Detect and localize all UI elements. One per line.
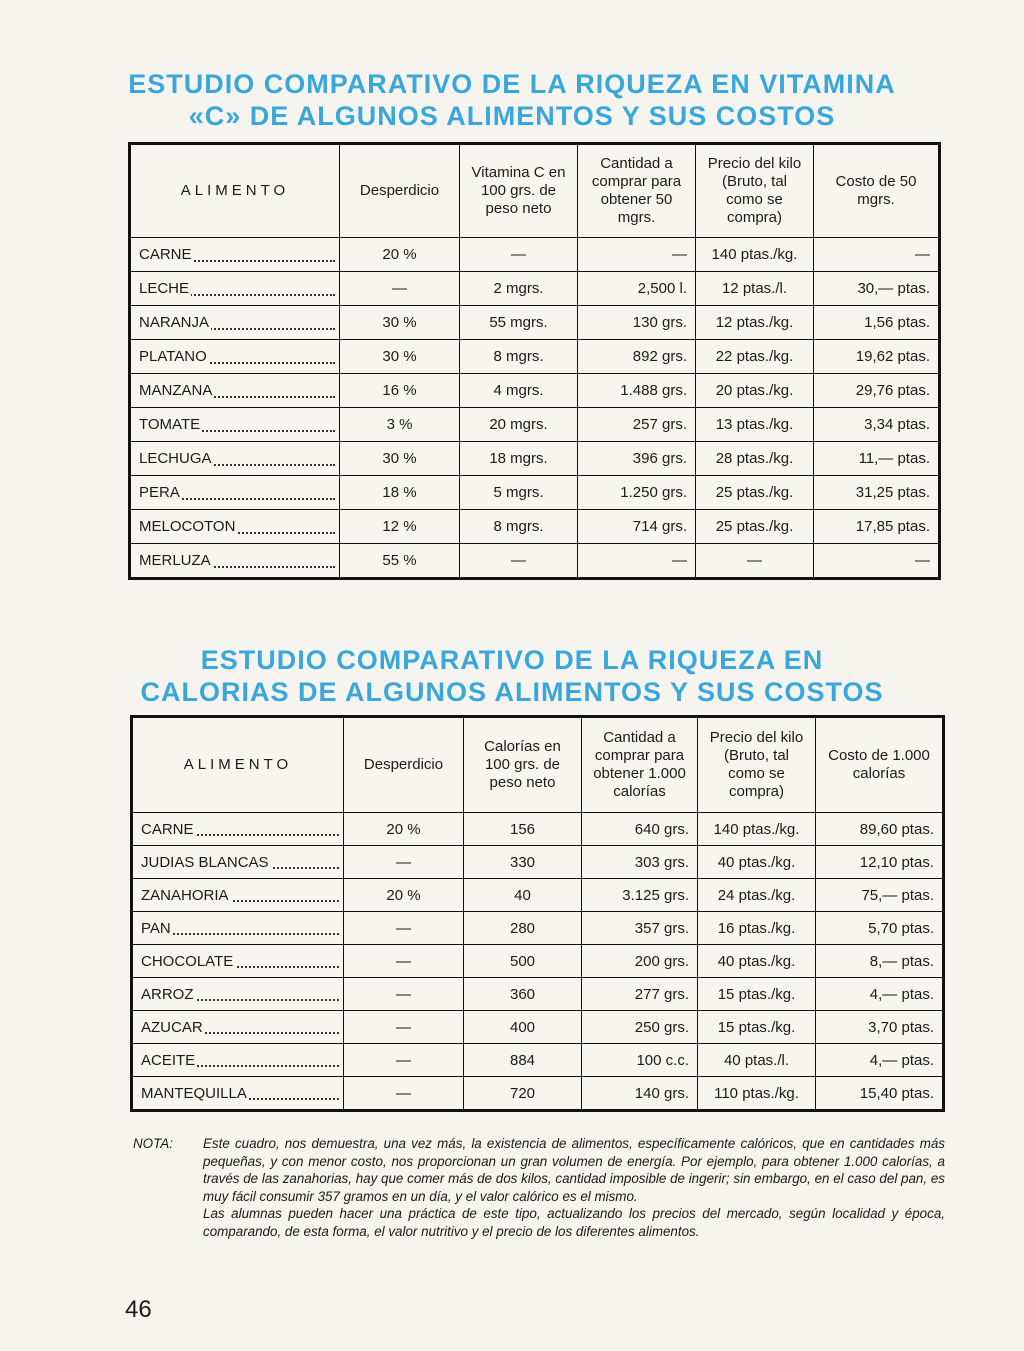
data-cell: 12 ptas./l. [696, 272, 814, 306]
food-name-cell [130, 408, 340, 442]
data-cell: 25 ptas./kg. [696, 510, 814, 544]
calories-table [130, 715, 945, 1112]
food-name: ARROZ [141, 985, 194, 1003]
food-name: MANZANA [139, 382, 213, 399]
data-cell: 1.488 grs. [578, 374, 696, 408]
note-paragraph-1: Este cuadro, nos demuestra, una vez más, la existencia de alimentos, específicamente calóricos, que en cantidades más pequeñas, y con menor costo, nos proporcionan un gran volumen de energía. Por ejemplo, para obtener 1.000 calorías, a través de las zanahorias, hay que comer más de dos kilos, cantidad imposible de ingerir; sin embargo, en el caso del pan, es muy fácil consumir 357 gramos en un día, y el valor calórico es el mismo. [203, 1136, 945, 1204]
data-cell: 40 ptas./l. [698, 1044, 816, 1077]
food-name: CARNE [139, 246, 192, 263]
data-cell: 714 grs. [578, 510, 696, 544]
table-row [130, 442, 940, 476]
food-name: ZANAHORIA [141, 886, 229, 904]
data-cell: 1,56 ptas. [814, 306, 940, 340]
data-cell: 140 ptas./kg. [698, 813, 816, 846]
table-row [132, 912, 944, 945]
data-cell: 884 [464, 1044, 582, 1077]
data-cell: 30 % [340, 442, 460, 476]
data-cell: 3.125 grs. [582, 879, 698, 912]
data-cell: 396 grs. [578, 442, 696, 476]
data-cell: — [344, 978, 464, 1011]
food-name-cell [132, 978, 344, 1011]
data-cell: 15,40 ptas. [816, 1077, 944, 1111]
table-row [130, 238, 940, 272]
data-cell: 29,76 ptas. [814, 374, 940, 408]
data-cell: — [696, 544, 814, 579]
food-name-cell [130, 442, 340, 476]
data-cell: 130 grs. [578, 306, 696, 340]
data-cell: 20 % [344, 813, 464, 846]
data-cell: 3,70 ptas. [816, 1011, 944, 1044]
data-cell: 20 % [340, 238, 460, 272]
calories-title-line2: CALORIAS DE ALGUNOS ALIMENTOS Y SUS COSTOS [140, 677, 884, 707]
data-cell: 892 grs. [578, 340, 696, 374]
data-cell: 19,62 ptas. [814, 340, 940, 374]
data-cell: 30 % [340, 340, 460, 374]
data-cell: 25 ptas./kg. [696, 476, 814, 510]
data-cell: 31,25 ptas. [814, 476, 940, 510]
data-cell: 2 mgrs. [460, 272, 578, 306]
food-name: CHOCOLATE [141, 952, 234, 970]
data-cell: — [814, 238, 940, 272]
data-cell: 357 grs. [582, 912, 698, 945]
data-cell: 40 ptas./kg. [698, 945, 816, 978]
food-name: MELOCOTON [139, 518, 236, 535]
vitamin-c-title [0, 68, 1024, 132]
data-cell: — [344, 1044, 464, 1077]
food-name: ACEITE [141, 1051, 196, 1069]
data-cell: 16 % [340, 374, 460, 408]
data-cell: 277 grs. [582, 978, 698, 1011]
data-cell: — [344, 1011, 464, 1044]
table-row [132, 813, 944, 846]
food-name-cell [130, 374, 340, 408]
data-cell: 140 ptas./kg. [696, 238, 814, 272]
data-cell: 15 ptas./kg. [698, 978, 816, 1011]
data-cell: 400 [464, 1011, 582, 1044]
column-header: Precio del kilo (Bruto, tal como se compra) [698, 717, 816, 813]
data-cell: — [578, 544, 696, 579]
food-name: PERA [139, 484, 180, 501]
food-name: MANTEQUILLA [141, 1084, 247, 1102]
table-row [132, 879, 944, 912]
food-name-cell [132, 879, 344, 912]
food-name: JUDIAS BLANCAS [141, 853, 269, 871]
column-header: Desperdicio [340, 144, 460, 238]
table-row [132, 1011, 944, 1044]
note-paragraph-2: Las alumnas pueden hacer una práctica de este tipo, actualizando los precios del mercado, según localidad y época, comparando, de esta forma, el valor nutritivo y el precio de los diferentes alimentos. [203, 1206, 945, 1239]
data-cell: 89,60 ptas. [816, 813, 944, 846]
data-cell: — [578, 238, 696, 272]
data-cell: 28 ptas./kg. [696, 442, 814, 476]
data-cell: 5,70 ptas. [816, 912, 944, 945]
column-header: Cantidad a comprar para obtener 50 mgrs. [578, 144, 696, 238]
data-cell: 140 grs. [582, 1077, 698, 1111]
data-cell: 13 ptas./kg. [696, 408, 814, 442]
table-row [132, 945, 944, 978]
column-header: ALIMENTO [130, 144, 340, 238]
data-cell: 3,34 ptas. [814, 408, 940, 442]
table-header-row [132, 717, 944, 813]
table-row [132, 1044, 944, 1077]
food-name-cell [130, 476, 340, 510]
data-cell: 40 [464, 879, 582, 912]
data-cell: 17,85 ptas. [814, 510, 940, 544]
column-header: Cantidad a comprar para obtener 1.000 calorías [582, 717, 698, 813]
data-cell: 330 [464, 846, 582, 879]
data-cell: 360 [464, 978, 582, 1011]
food-name: CARNE [141, 820, 194, 838]
data-cell: 257 grs. [578, 408, 696, 442]
food-name: NARANJA [139, 314, 210, 331]
data-cell: 15 ptas./kg. [698, 1011, 816, 1044]
table-row [132, 978, 944, 1011]
data-cell: 8 mgrs. [460, 340, 578, 374]
food-name-cell [130, 238, 340, 272]
data-cell: 20 % [344, 879, 464, 912]
data-cell: 30,— ptas. [814, 272, 940, 306]
data-cell: — [340, 272, 460, 306]
data-cell: 8 mgrs. [460, 510, 578, 544]
food-name-cell [130, 272, 340, 306]
data-cell: 4,— ptas. [816, 1044, 944, 1077]
data-cell: — [344, 912, 464, 945]
food-name-cell [132, 912, 344, 945]
food-name-cell [132, 846, 344, 879]
data-cell: 110 ptas./kg. [698, 1077, 816, 1111]
table-row [130, 340, 940, 374]
food-name: AZUCAR [141, 1018, 203, 1036]
food-name: MERLUZA [139, 552, 211, 569]
data-cell: — [344, 846, 464, 879]
vitamin-c-table [128, 142, 941, 580]
note-label: NOTA: [133, 1136, 173, 1151]
data-cell: 8,— ptas. [816, 945, 944, 978]
data-cell: 640 grs. [582, 813, 698, 846]
data-cell: 12,10 ptas. [816, 846, 944, 879]
food-name: PLATANO [139, 348, 207, 365]
column-header: Costo de 1.000 calorías [816, 717, 944, 813]
page-number: 46 [125, 1296, 152, 1323]
food-name: LECHUGA [139, 450, 212, 467]
table-row [132, 846, 944, 879]
column-header: Precio del kilo (Bruto, tal como se compra) [696, 144, 814, 238]
data-cell: 3 % [340, 408, 460, 442]
data-cell: — [460, 544, 578, 579]
food-name-cell [132, 945, 344, 978]
note-body [203, 1135, 945, 1240]
data-cell: 250 grs. [582, 1011, 698, 1044]
data-cell: 720 [464, 1077, 582, 1111]
data-cell: 30 % [340, 306, 460, 340]
column-header: Costo de 50 mgrs. [814, 144, 940, 238]
calories-title [0, 644, 1024, 708]
calories-title-line1: ESTUDIO COMPARATIVO DE LA RIQUEZA EN [200, 645, 824, 675]
table-row [130, 272, 940, 306]
data-cell: — [814, 544, 940, 579]
table-row [130, 476, 940, 510]
data-cell: 100 c.c. [582, 1044, 698, 1077]
data-cell: — [344, 1077, 464, 1111]
data-cell: 16 ptas./kg. [698, 912, 816, 945]
table-row [132, 1077, 944, 1111]
data-cell: 40 ptas./kg. [698, 846, 816, 879]
food-name-cell [132, 1011, 344, 1044]
food-name-cell [130, 340, 340, 374]
data-cell: 1.250 grs. [578, 476, 696, 510]
data-cell: 12 % [340, 510, 460, 544]
vitamin-c-title-line1: ESTUDIO COMPARATIVO DE LA RIQUEZA EN VITAMINA [128, 69, 896, 99]
data-cell: 55 % [340, 544, 460, 579]
data-cell: 156 [464, 813, 582, 846]
table-row [130, 306, 940, 340]
data-cell: 280 [464, 912, 582, 945]
data-cell: 20 mgrs. [460, 408, 578, 442]
data-cell: 5 mgrs. [460, 476, 578, 510]
data-cell: 22 ptas./kg. [696, 340, 814, 374]
food-name-cell [132, 1044, 344, 1077]
data-cell: 200 grs. [582, 945, 698, 978]
data-cell: 55 mgrs. [460, 306, 578, 340]
data-cell: 18 % [340, 476, 460, 510]
data-cell: 24 ptas./kg. [698, 879, 816, 912]
vitamin-c-title-line2: «C» DE ALGUNOS ALIMENTOS Y SUS COSTOS [188, 101, 836, 131]
data-cell: 20 ptas./kg. [696, 374, 814, 408]
food-name: TOMATE [139, 416, 201, 433]
column-header: ALIMENTO [132, 717, 344, 813]
data-cell: 75,— ptas. [816, 879, 944, 912]
table-row [130, 544, 940, 579]
data-cell: 4,— ptas. [816, 978, 944, 1011]
food-name: PAN [141, 919, 171, 937]
food-name-cell [130, 510, 340, 544]
food-name: LECHE [139, 280, 190, 297]
table-header-row [130, 144, 940, 238]
food-name-cell [130, 306, 340, 340]
table-row [130, 510, 940, 544]
data-cell: — [344, 945, 464, 978]
data-cell: 12 ptas./kg. [696, 306, 814, 340]
data-cell: 18 mgrs. [460, 442, 578, 476]
data-cell: 4 mgrs. [460, 374, 578, 408]
data-cell: 11,— ptas. [814, 442, 940, 476]
data-cell: 500 [464, 945, 582, 978]
food-name-cell [132, 1077, 344, 1111]
table-row [130, 374, 940, 408]
food-name-cell [132, 813, 344, 846]
data-cell: — [460, 238, 578, 272]
column-header: Calorías en 100 grs. de peso neto [464, 717, 582, 813]
data-cell: 2,500 l. [578, 272, 696, 306]
food-name-cell [130, 544, 340, 579]
column-header: Desperdicio [344, 717, 464, 813]
table-row [130, 408, 940, 442]
data-cell: 303 grs. [582, 846, 698, 879]
column-header: Vitamina C en 100 grs. de peso neto [460, 144, 578, 238]
note-block [133, 1135, 945, 1240]
